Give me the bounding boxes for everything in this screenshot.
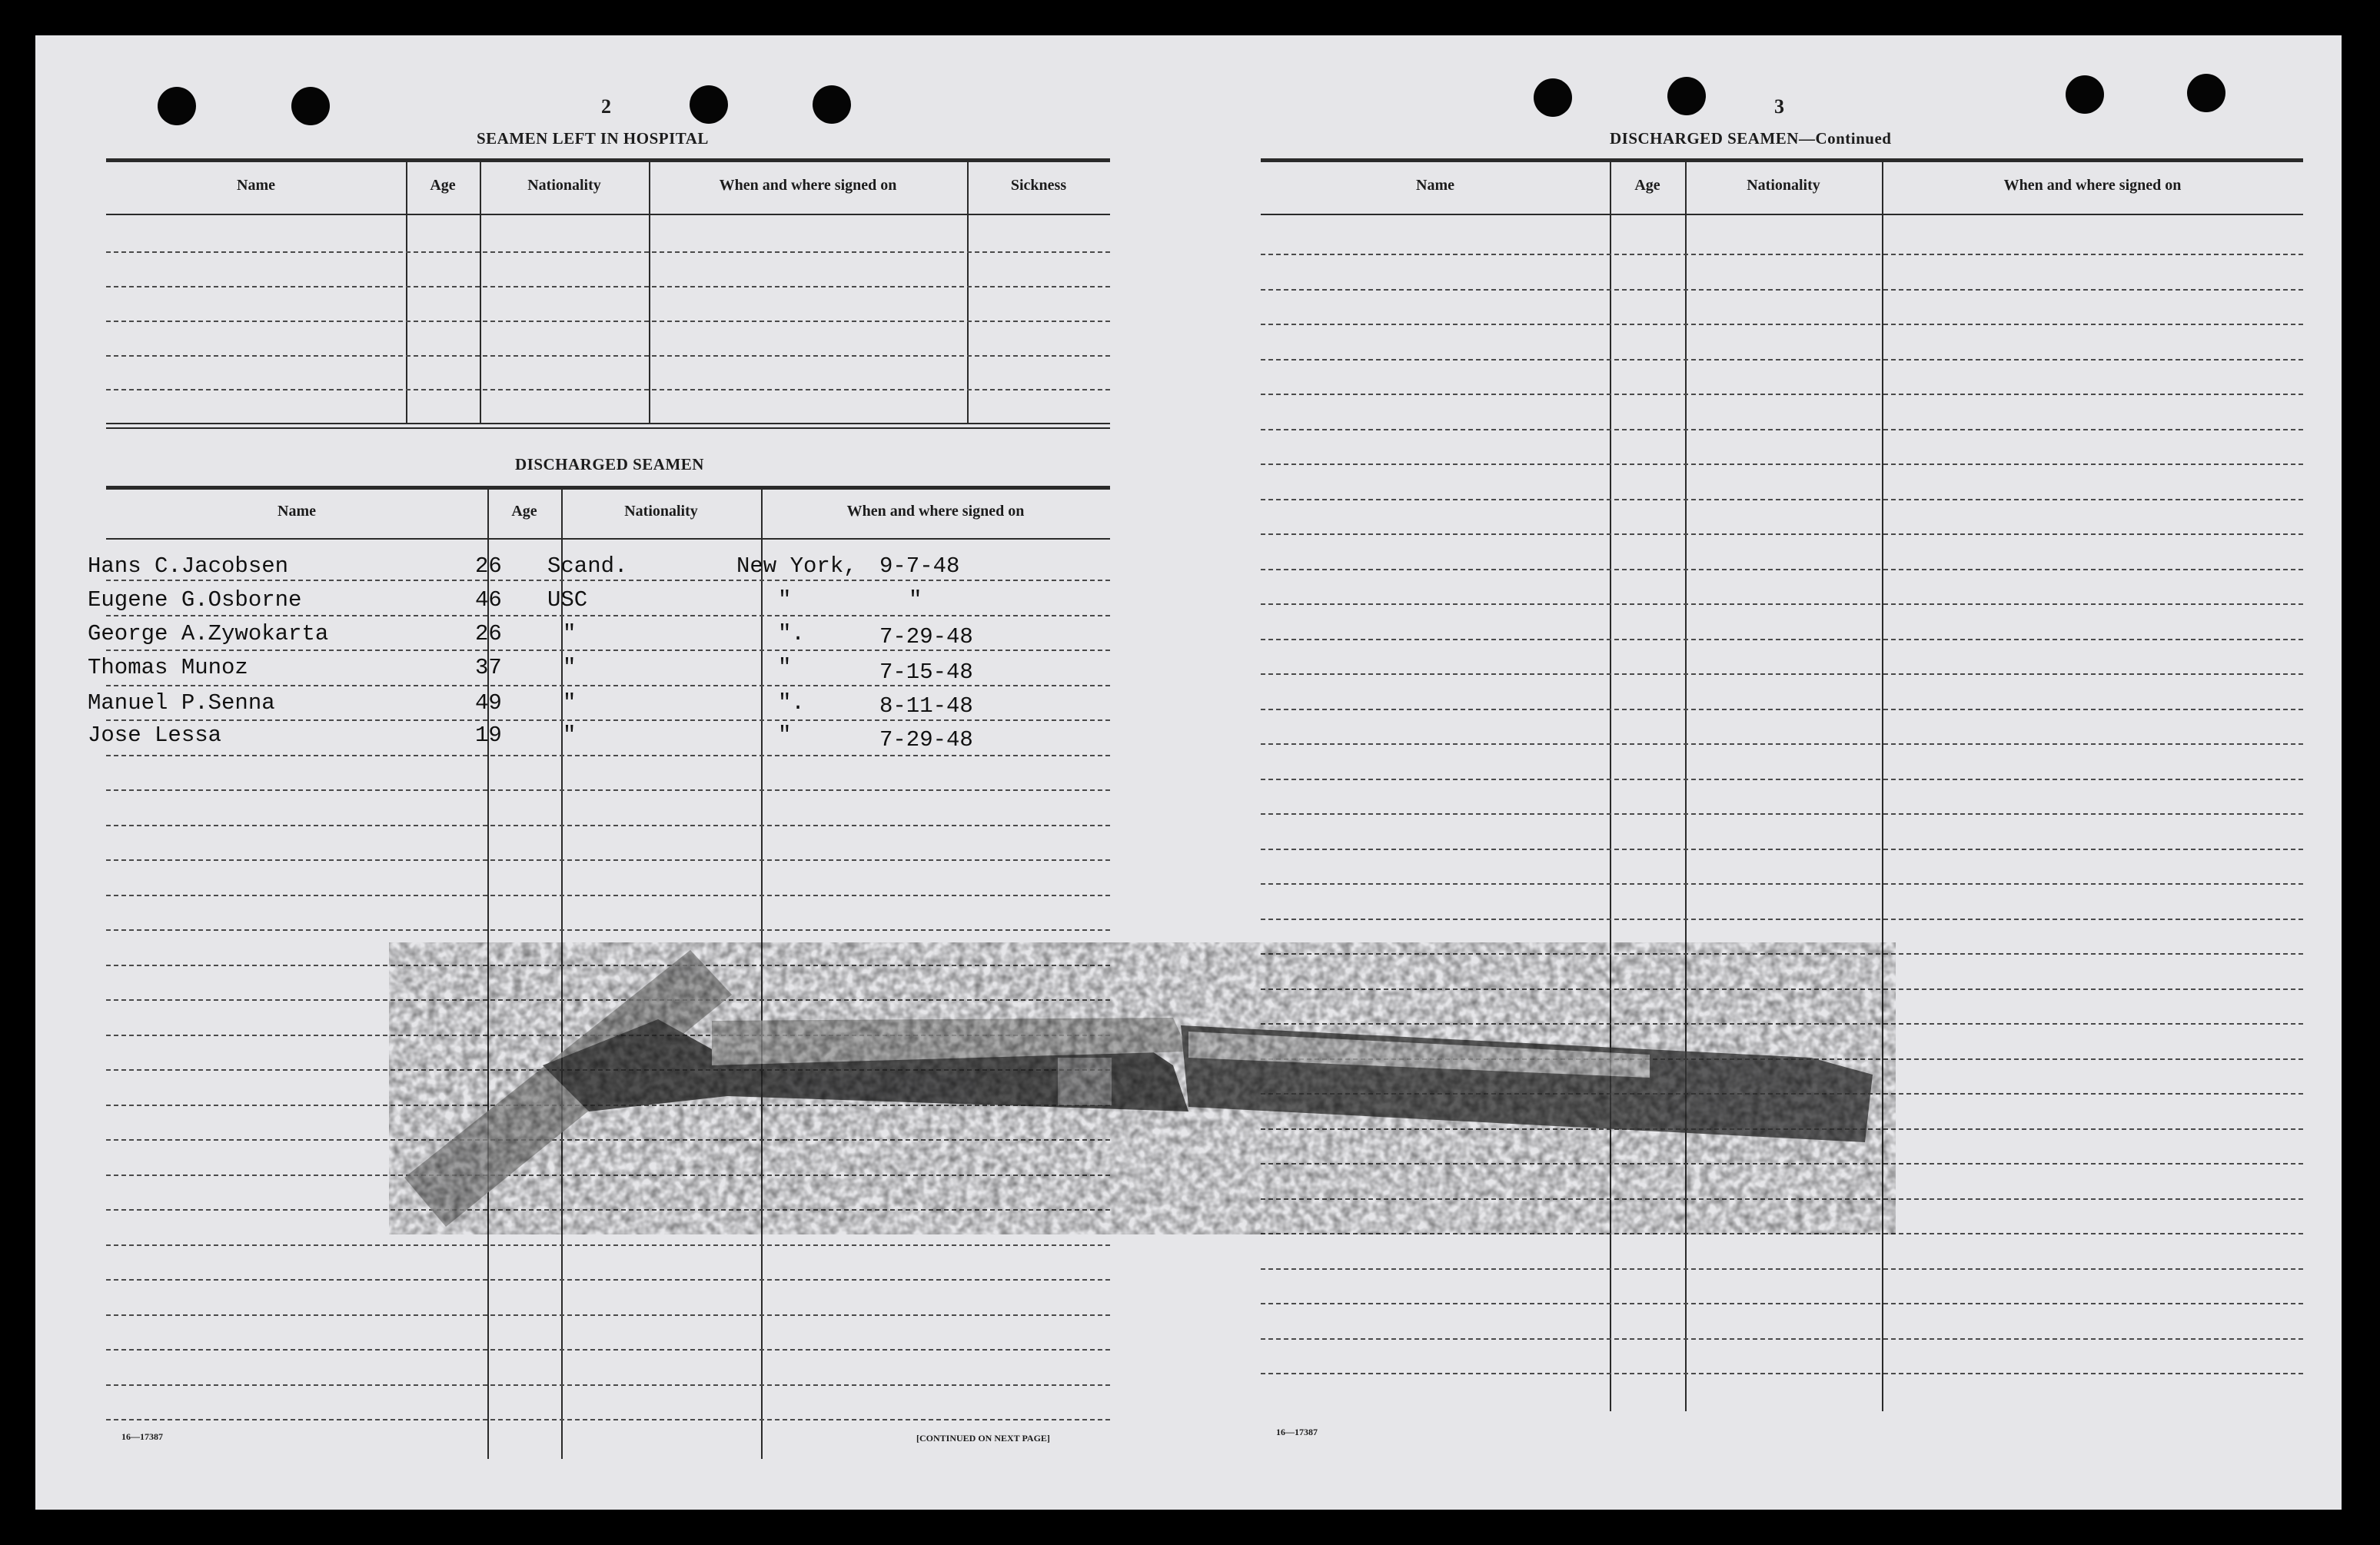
dotted-row-line	[1261, 919, 2303, 920]
seaman-name: Jose Lessa	[88, 723, 222, 748]
dotted-row-line	[106, 251, 1110, 253]
dotted-row-line	[1261, 883, 2303, 885]
dotted-row-line	[1261, 464, 2303, 465]
dotted-row-line	[106, 321, 1110, 322]
signed-on-place: "	[778, 723, 792, 748]
dotted-row-line	[1261, 988, 2303, 990]
header-bottom-rule	[106, 214, 1110, 215]
dotted-row-line	[106, 1209, 1110, 1211]
dotted-row-line	[106, 859, 1110, 861]
dotted-row-line	[1261, 709, 2303, 710]
column-header: Name	[237, 177, 275, 194]
seaman-nationality: "	[563, 690, 577, 716]
discharged-continued-table	[1261, 158, 2303, 1434]
dotted-row-line	[1261, 1058, 2303, 1060]
signed-on-place: "	[778, 655, 792, 680]
dotted-row-line	[106, 825, 1110, 826]
dotted-row-line	[1261, 1303, 2303, 1304]
dotted-row-line	[1261, 499, 2303, 500]
dotted-row-line	[106, 1139, 1110, 1141]
dotted-row-line	[1261, 673, 2303, 675]
column-divider	[1685, 161, 1687, 1411]
dotted-row-line	[1261, 533, 2303, 535]
dotted-row-line	[1261, 813, 2303, 815]
dotted-row-line	[1261, 639, 2303, 640]
dotted-row-line	[1261, 289, 2303, 291]
document-sheet	[35, 35, 2342, 1510]
dotted-row-line	[106, 1035, 1110, 1036]
dotted-row-line	[106, 615, 1110, 616]
dotted-row-line	[1261, 1233, 2303, 1234]
seaman-name: Manuel P.Senna	[88, 690, 275, 716]
dotted-row-line	[106, 1069, 1110, 1071]
table-top-rule	[106, 486, 1110, 490]
dotted-row-line	[106, 1349, 1110, 1351]
punch-hole	[690, 85, 728, 124]
signed-on-place: ".	[778, 690, 805, 716]
column-header: Nationality	[624, 503, 698, 520]
seaman-name: Eugene G.Osborne	[88, 587, 302, 613]
dotted-row-line	[1261, 324, 2303, 325]
page-number-left: 2	[601, 95, 611, 118]
column-header: Nationality	[1747, 177, 1820, 194]
dotted-row-line	[106, 650, 1110, 651]
column-header: Age	[511, 503, 537, 520]
dotted-row-line	[1261, 603, 2303, 605]
punch-hole	[291, 87, 330, 125]
punch-hole	[2066, 75, 2104, 114]
dotted-row-line	[1261, 779, 2303, 780]
table-top-rule	[106, 158, 1110, 162]
dotted-row-line	[1261, 849, 2303, 850]
form-number-left: 16—17387	[121, 1431, 163, 1442]
seaman-name: Thomas Munoz	[88, 655, 248, 680]
punch-hole	[813, 85, 851, 124]
signed-on-date: 8-11-48	[879, 693, 973, 719]
dotted-row-line	[106, 1175, 1110, 1176]
dotted-row-line	[106, 580, 1110, 581]
column-header: Age	[430, 177, 456, 194]
dotted-row-line	[1261, 1023, 2303, 1025]
dotted-row-line	[1261, 254, 2303, 255]
seaman-age: 26	[475, 621, 502, 646]
dotted-row-line	[106, 389, 1110, 390]
seaman-nationality: Scand.	[547, 553, 628, 579]
seaman-name: George A.Zywokarta	[88, 621, 329, 646]
punch-hole	[158, 87, 196, 125]
dotted-row-line	[1261, 1198, 2303, 1200]
seaman-age: 46	[475, 587, 502, 613]
column-header: Name	[278, 503, 316, 520]
seaman-age: 26	[475, 553, 502, 579]
dotted-row-line	[106, 789, 1110, 791]
dotted-row-line	[1261, 1268, 2303, 1270]
dotted-row-line	[1261, 1093, 2303, 1095]
hospital-title: SEAMEN LEFT IN HOSPITAL	[477, 129, 709, 148]
column-header: Name	[1416, 177, 1454, 194]
discharged-continued-title: DISCHARGED SEAMEN—Continued	[1610, 129, 1892, 148]
column-header: Sickness	[1010, 177, 1067, 194]
dotted-row-line	[106, 929, 1110, 931]
dotted-row-line	[1261, 1128, 2303, 1130]
dotted-row-line	[106, 1419, 1110, 1420]
dotted-row-line	[1261, 359, 2303, 360]
hospital-table	[106, 158, 1110, 435]
signed-on-place: New York,	[736, 553, 857, 579]
page-number-right: 3	[1774, 95, 1784, 118]
continued-note: [CONTINUED ON NEXT PAGE]	[916, 1433, 1050, 1444]
seaman-nationality: "	[563, 621, 577, 646]
table-bottom-rule	[106, 423, 1110, 424]
dotted-row-line	[1261, 743, 2303, 745]
column-header: Nationality	[527, 177, 601, 194]
dotted-row-line	[106, 895, 1110, 896]
column-header: When and where signed on	[2003, 177, 2182, 194]
signed-on-place: "	[778, 587, 792, 613]
seaman-age: 37	[475, 655, 502, 680]
discharged-title: DISCHARGED SEAMEN	[515, 455, 704, 473]
dotted-row-line	[106, 286, 1110, 287]
dotted-row-line	[106, 755, 1110, 756]
column-divider	[1610, 161, 1611, 1411]
dotted-row-line	[1261, 1338, 2303, 1340]
dotted-row-line	[106, 1384, 1110, 1386]
column-header: When and where signed on	[846, 503, 1025, 520]
dotted-row-line	[1261, 429, 2303, 430]
punch-hole	[2187, 74, 2225, 112]
dotted-row-line	[106, 1314, 1110, 1316]
dotted-row-line	[106, 999, 1110, 1001]
seaman-nationality: "	[563, 655, 577, 680]
dotted-row-line	[1261, 394, 2303, 395]
dotted-row-line	[106, 719, 1110, 721]
table-bottom-rule	[106, 427, 1110, 429]
seaman-nationality: USC	[547, 587, 588, 613]
punch-hole	[1667, 77, 1706, 115]
signed-on-date: "	[909, 587, 922, 613]
signed-on-date: 7-15-48	[879, 660, 973, 685]
dotted-row-line	[106, 1244, 1110, 1246]
seaman-nationality: "	[563, 723, 577, 748]
seaman-age: 49	[475, 690, 502, 716]
signed-on-date: 7-29-48	[879, 624, 973, 650]
dotted-row-line	[1261, 953, 2303, 955]
table-top-rule	[1261, 158, 2303, 162]
punch-hole	[1534, 78, 1572, 117]
signed-on-date: 7-29-48	[879, 727, 973, 753]
signed-on-date: 9-7-48	[879, 553, 960, 579]
column-divider	[649, 161, 650, 424]
dotted-row-line	[106, 965, 1110, 966]
column-divider	[480, 161, 481, 424]
dotted-row-line	[106, 355, 1110, 357]
dotted-row-line	[1261, 569, 2303, 570]
signed-on-place: ".	[778, 621, 805, 646]
header-bottom-rule	[1261, 214, 2303, 215]
dotted-row-line	[1261, 1163, 2303, 1165]
seaman-name: Hans C.Jacobsen	[88, 553, 289, 579]
column-divider	[1882, 161, 1883, 1411]
column-divider	[406, 161, 407, 424]
column-header: Age	[1634, 177, 1660, 194]
dotted-row-line	[106, 1279, 1110, 1281]
dotted-row-line	[106, 1105, 1110, 1106]
column-header: When and where signed on	[719, 177, 897, 194]
form-number-right: 16—17387	[1276, 1427, 1318, 1437]
header-bottom-rule	[106, 538, 1110, 540]
seaman-age: 19	[475, 723, 502, 748]
dotted-row-line	[1261, 1373, 2303, 1374]
column-divider	[967, 161, 969, 424]
